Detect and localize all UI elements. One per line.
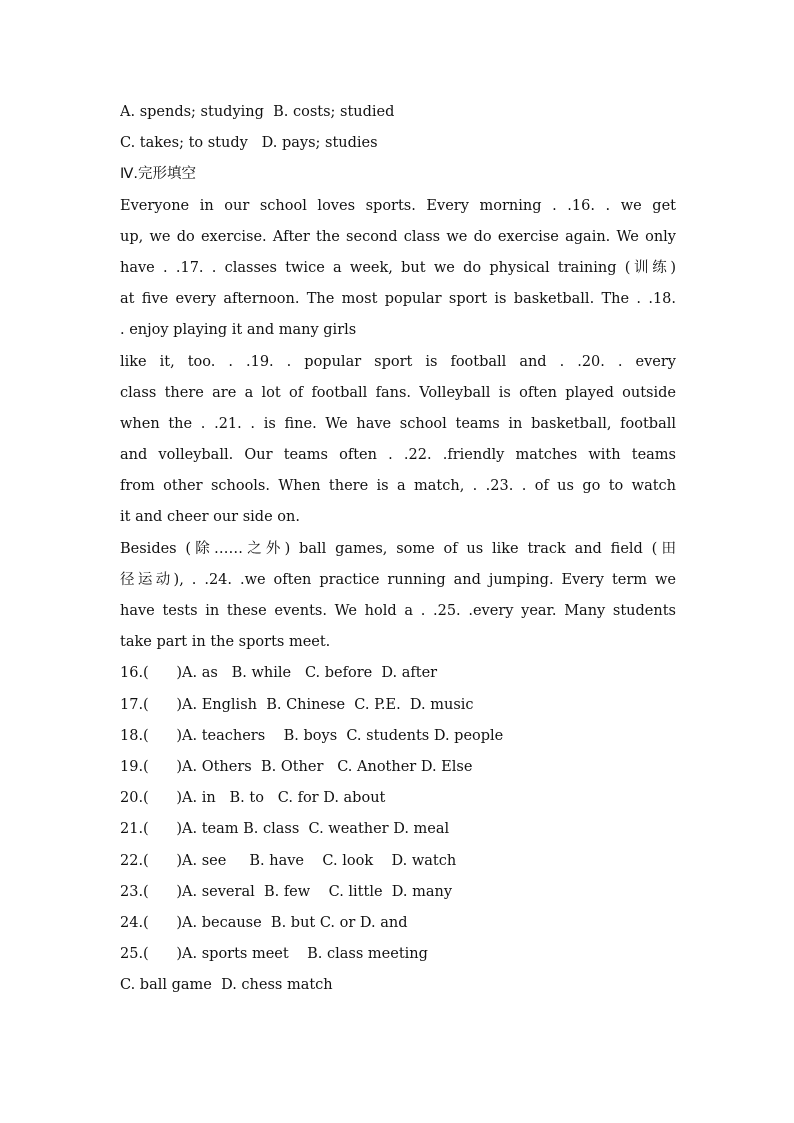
passage-line: at five every afternoon. The most popular sport is basketball. The . .18. <box>120 291 676 308</box>
passage-line: Everyone in our school loves sports. Every morning . .16. . we get <box>120 197 676 214</box>
question-20[interactable]: 20.( )A. in B. to C. for D. about <box>120 790 386 807</box>
question-23[interactable]: 23.( )A. several B. few C. little D. many <box>120 883 453 900</box>
passage-line: Besides (除……之外) ball games, some of us like track and field (田 <box>120 540 676 557</box>
passage-line: up, we do exercise. After the second class we do exercise again. We only <box>120 228 676 245</box>
passage-line: . enjoy playing it and many girls <box>120 322 357 339</box>
question-17[interactable]: 17.( )A. English B. Chinese C. P.E. D. music <box>120 696 474 713</box>
question-19[interactable]: 19.( )A. Others B. Other C. Another D. Else <box>120 758 473 775</box>
passage-line: have tests in these events. We hold a . .25. .every year. Many students <box>120 603 676 619</box>
option-line: C. takes; to study D. pays; studies <box>120 135 378 152</box>
passage-line: from other schools. When there is a match, . .23. . of us go to watch <box>120 478 676 495</box>
passage-line: 径运动), . .24. .we often practice running and jumping. Every term we <box>120 571 676 588</box>
passage-line: and volleyball. Our teams often . .22. .friendly matches with teams <box>120 447 676 464</box>
option-line: A. spends; studying B. costs; studied <box>120 104 395 120</box>
passage-line: class there are a lot of football fans. Volleyball is often played outside <box>120 384 676 401</box>
passage-line: when the . .21. . is fine. We have school teams in basketball, football <box>120 415 676 432</box>
passage-line: it and cheer our side on. <box>120 509 300 526</box>
question-21[interactable]: 21.( )A. team B. class C. weather D. meal <box>120 821 450 838</box>
passage-line: like it, too. . .19. . popular sport is football and . .20. . every <box>120 353 676 370</box>
passage-paragraph-1 <box>120 191 676 534</box>
question-16[interactable]: 16.( )A. as B. while C. before D. after <box>120 665 438 682</box>
section-title: Ⅳ.完形填空 <box>120 166 196 183</box>
worksheet-page <box>120 97 676 1001</box>
question-25-options-cont: C. ball game D. chess match <box>120 977 333 994</box>
question-25[interactable]: 25.( )A. sports meet B. class meeting <box>120 946 428 963</box>
question-18[interactable]: 18.( )A. teachers B. boys C. students D. people <box>120 727 504 744</box>
question-list <box>120 658 676 1001</box>
passage-paragraph-2 <box>120 534 676 659</box>
passage-line: take part in the sports meet. <box>120 634 331 651</box>
question-24[interactable]: 24.( )A. because B. but C. or D. and <box>120 914 408 931</box>
question-22[interactable]: 22.( )A. see B. have C. look D. watch <box>120 852 457 869</box>
passage-line: have . .17. . classes twice a week, but we do physical training (训练) <box>120 259 676 276</box>
